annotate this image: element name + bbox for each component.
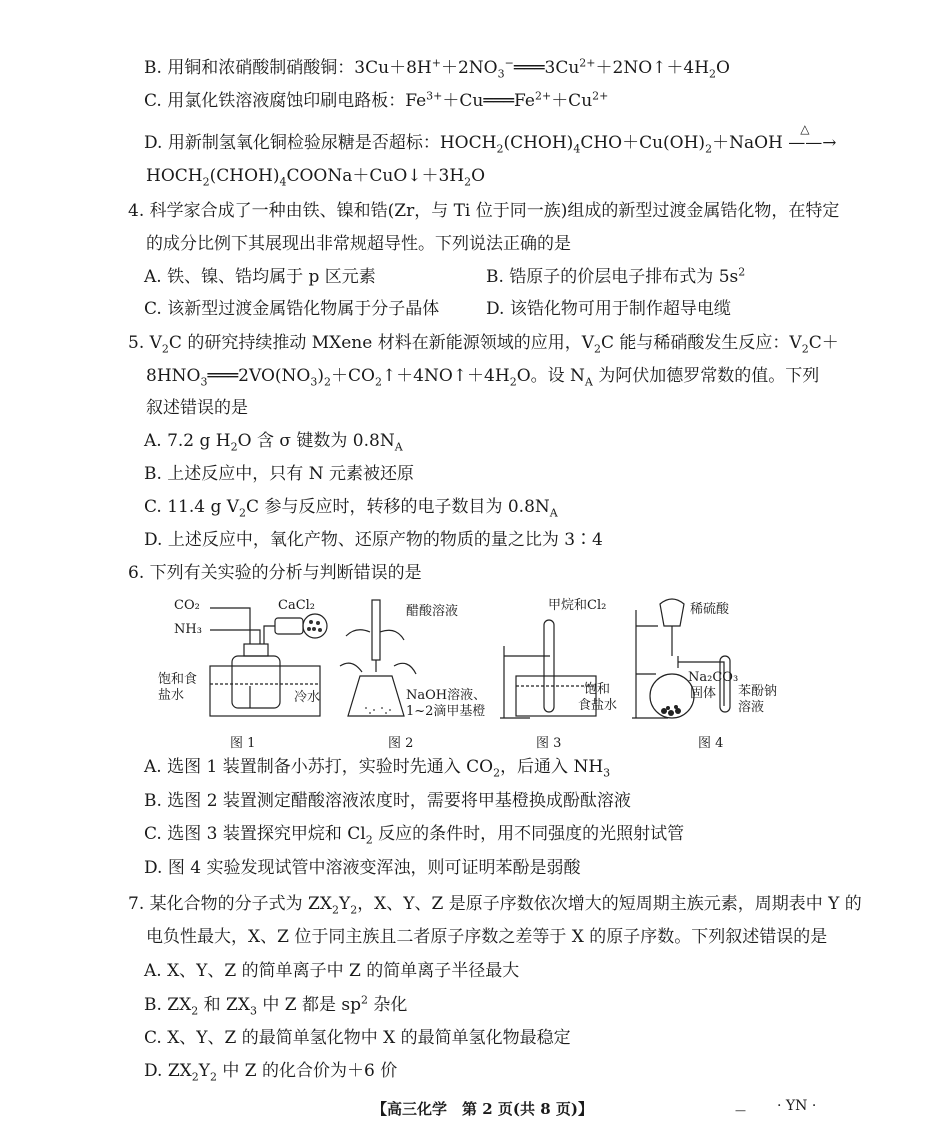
fig3-gas-label: 甲烷和Cl₂ xyxy=(548,598,607,613)
footer-mark: · YN · xyxy=(777,1098,817,1114)
fig1-salt-label-1: 饱和食 xyxy=(158,672,198,687)
q3-option-c: C. 用氯化铁溶液腐蚀印刷电路板：$Fe^{3+}+Cu═══Fe^{2+}+Cu^{2+}$ xyxy=(144,89,609,111)
figure-1 xyxy=(158,596,340,726)
page-footer: 【高三化学 第 2 页(共 8 页)】 xyxy=(372,1100,593,1118)
fig4-acid-label: 稀硫酸 xyxy=(690,602,730,617)
fig4-phenolate-label-2: 溶液 xyxy=(738,700,765,715)
q5-stem-line3: 叙述错误的是 xyxy=(146,398,248,418)
fig2-acid-label: 醋酸溶液 xyxy=(406,604,459,619)
q6-stem: 6. 下列有关实验的分析与判断错误的是 xyxy=(128,563,422,583)
q6-option-c: C. 选图 3 装置探究甲烷和 $Cl_2$ 反应的条件时，用不同强度的光照射试管 xyxy=(144,824,685,847)
fig4-caption: 图 4 xyxy=(698,736,724,751)
fig3-salt-label-1: 饱和 xyxy=(584,682,611,697)
q7-option-b: B. $ZX_2$ 和 $ZX_3$ 中 Z 都是 $sp^2$ 杂化 xyxy=(144,993,408,1018)
fig1-cacl2-label: CaCl₂ xyxy=(278,598,316,613)
fig2-naoh-label: NaOH溶液、 xyxy=(406,688,487,703)
q4-option-a: A. 铁、镍、锆均属于 p 区元素 xyxy=(144,267,376,287)
q3-option-d: D. 用新制氢氧化铜检验尿糖是否超标：$HOCH_2(CHOH)_4CHO+Cu(OH)_2+NaOH$ △ ——→ xyxy=(144,132,837,154)
fig4-na2co3-label: Na₂CO₃ xyxy=(688,670,739,685)
fig1-nh3-label: NH₃ xyxy=(174,622,202,637)
fig3-caption: 图 3 xyxy=(536,736,562,751)
q4-stem-line2: 的成分比例下其展现出非常规超导性。下列说法正确的是 xyxy=(146,234,571,254)
q7-option-a: A. X、Y、Z 的简单离子中 Z 的简单离子半径最大 xyxy=(144,961,520,981)
q6-option-a: A. 选图 1 装置制备小苏打，实验时先通入 $CO_2$，后通入 $NH_3$ xyxy=(144,757,611,780)
figure-4 xyxy=(628,596,788,726)
heat-symbol: △ xyxy=(800,122,810,136)
q5-option-b: B. 上述反应中，只有 N 元素被还原 xyxy=(144,464,414,484)
figure-3 xyxy=(490,596,630,726)
q5-stem-line1: 5. $V_2C$ 的研究持续推动 MXene 材料在新能源领域的应用，$V_2C$ 能与稀硝酸发生反应：$V_2C+$ xyxy=(128,333,839,356)
q4-option-d: D. 该锆化物可用于制作超导电缆 xyxy=(486,299,731,319)
q7-stem-line1: 7. 某化合物的分子式为 $ZX_2Y_2$，X、Y、Z 是原子序数依次增大的短周期主族元素，周期表中 Y 的 xyxy=(128,894,862,917)
fig1-cold-water-label: 冷水 xyxy=(294,690,321,705)
q4-stem-line1: 4. 科学家合成了一种由铁、镍和锆(Zr，与 Ti 位于同一族)组成的新型过渡金属锆化物，在特定 xyxy=(128,201,840,221)
q7-stem-line2: 电负性最大，X、Z 位于同主族且二者原子序数之差等于 X 的原子序数。下列叙述错误的是 xyxy=(146,927,828,947)
q3-option-b: B. 用铜和浓硝酸制硝酸铜：$3Cu+8H^++2NO_3^-═══3Cu^{2+}+2NO↑+4H_2O$ xyxy=(144,56,730,81)
fig4-phenolate-label-1: 苯酚钠 xyxy=(738,684,778,699)
fig3-salt-label-2: 食盐水 xyxy=(578,698,618,713)
footer-dash: — xyxy=(735,1104,746,1117)
q7-option-d: D. $ZX_2Y_2$ 中 Z 的化合价为＋6 价 xyxy=(144,1061,398,1084)
fig2-indicator-label: 1~2滴甲基橙 xyxy=(406,704,486,719)
q5-option-a: A. 7.2 g $H_2O$ 含 σ 键数为 $0.8N_A$ xyxy=(144,431,403,454)
figure-2 xyxy=(336,596,496,726)
q5-stem-line2: $8HNO_3═══2VO(NO_3)_2+CO_2↑+4NO↑+4H_2O$。设 $N_A$ 为阿伏加德罗常数的值。下列 xyxy=(146,366,820,389)
q7-option-c: C. X、Y、Z 的最简单氢化物中 X 的最简单氢化物最稳定 xyxy=(144,1028,571,1048)
q5-option-c: C. 11.4 g $V_2C$ 参与反应时，转移的电子数目为 $0.8N_A$ xyxy=(144,497,558,520)
q6-option-b: B. 选图 2 装置测定醋酸溶液浓度时，需要将甲基橙换成酚酞溶液 xyxy=(144,791,631,811)
fig1-caption: 图 1 xyxy=(230,736,256,751)
figure-1-apparatus xyxy=(170,596,340,726)
q4-option-b: B. 锆原子的价层电子排布式为 $5s^2$ xyxy=(486,265,746,287)
fig1-co2-label: CO₂ xyxy=(174,598,200,613)
fig1-salt-label-2: 盐水 xyxy=(158,688,185,703)
q6-option-d: D. 图 4 实验发现试管中溶液变浑浊，则可证明苯酚是弱酸 xyxy=(144,858,581,878)
q5-option-d: D. 上述反应中，氧化产物、还原产物的物质的量之比为 3∶4 xyxy=(144,530,603,550)
fig2-caption: 图 2 xyxy=(388,736,414,751)
fig4-solid-label: 固体 xyxy=(690,686,717,701)
q3-option-d-line2: $HOCH_2(CHOH)_4COONa+CuO↓+3H_2O$ xyxy=(146,166,486,189)
q4-option-c: C. 该新型过渡金属锆化物属于分子晶体 xyxy=(144,299,440,319)
